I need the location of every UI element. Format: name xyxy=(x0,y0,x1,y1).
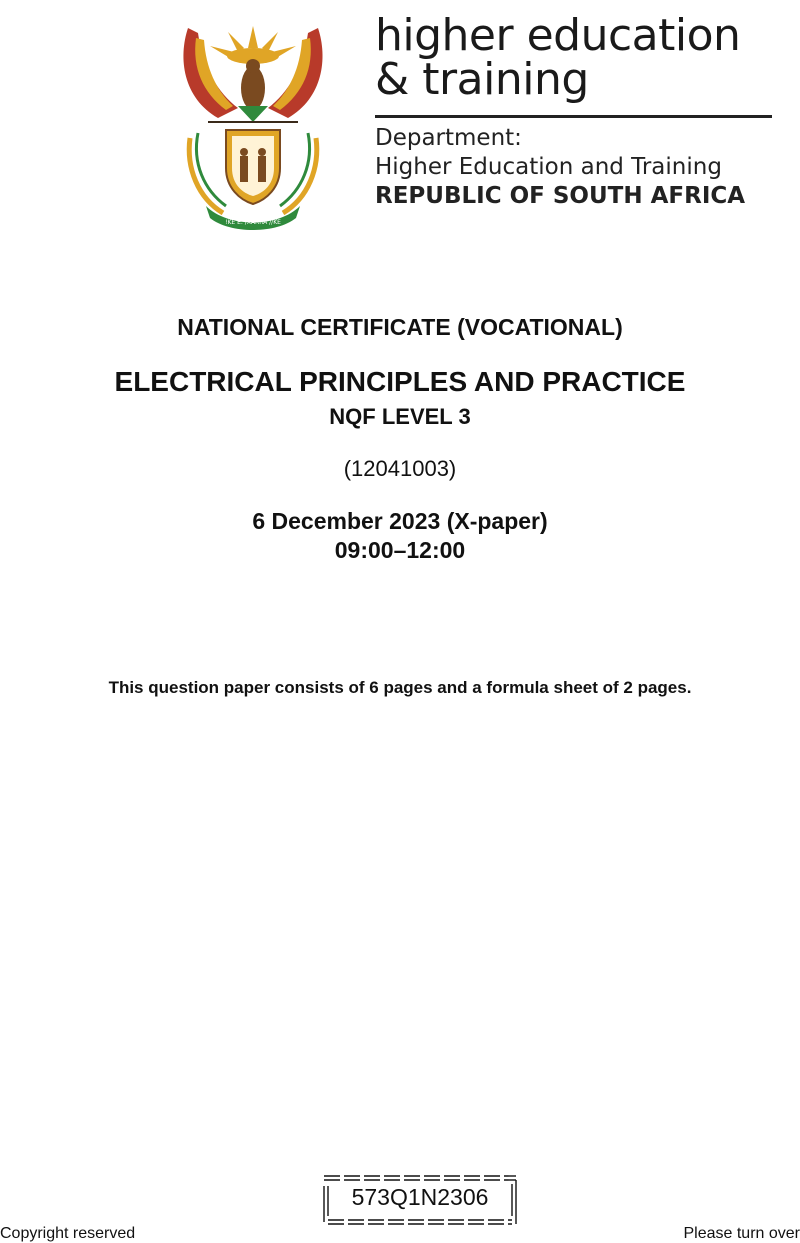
exam-date: 6 December 2023 (X-paper) xyxy=(252,508,548,534)
turn-over-note: Please turn over xyxy=(683,1225,800,1242)
subject-code: (12041003) xyxy=(343,456,457,481)
exam-time: 09:00–12:00 xyxy=(334,537,466,563)
brand-line-2: & training xyxy=(375,54,589,105)
brand-divider xyxy=(375,115,772,118)
copyright-notice: Copyright reserved xyxy=(0,1225,136,1242)
brand-line-1: higher education xyxy=(375,10,741,61)
dept-line-2: Higher Education and Training xyxy=(375,154,722,180)
department-brand xyxy=(375,10,741,105)
dept-line-3: REPUBLIC OF SOUTH AFRICA xyxy=(375,183,746,209)
paper-code: 573Q1N2306 xyxy=(351,1184,489,1210)
dept-line-1: Department: xyxy=(375,125,522,151)
certificate-title: NATIONAL CERTIFICATE (VOCATIONAL) xyxy=(177,314,623,340)
pages-note: This question paper consists of 6 pages and a formula sheet of 2 pages. xyxy=(108,678,692,697)
department-name xyxy=(375,124,745,211)
subject-title: ELECTRICAL PRINCIPLES AND PRACTICE xyxy=(114,366,686,397)
coat-of-arms-icon xyxy=(178,18,328,230)
crest-motto: !KE E: /XARRA //KE xyxy=(225,219,281,226)
nqf-level: NQF LEVEL 3 xyxy=(329,404,471,429)
